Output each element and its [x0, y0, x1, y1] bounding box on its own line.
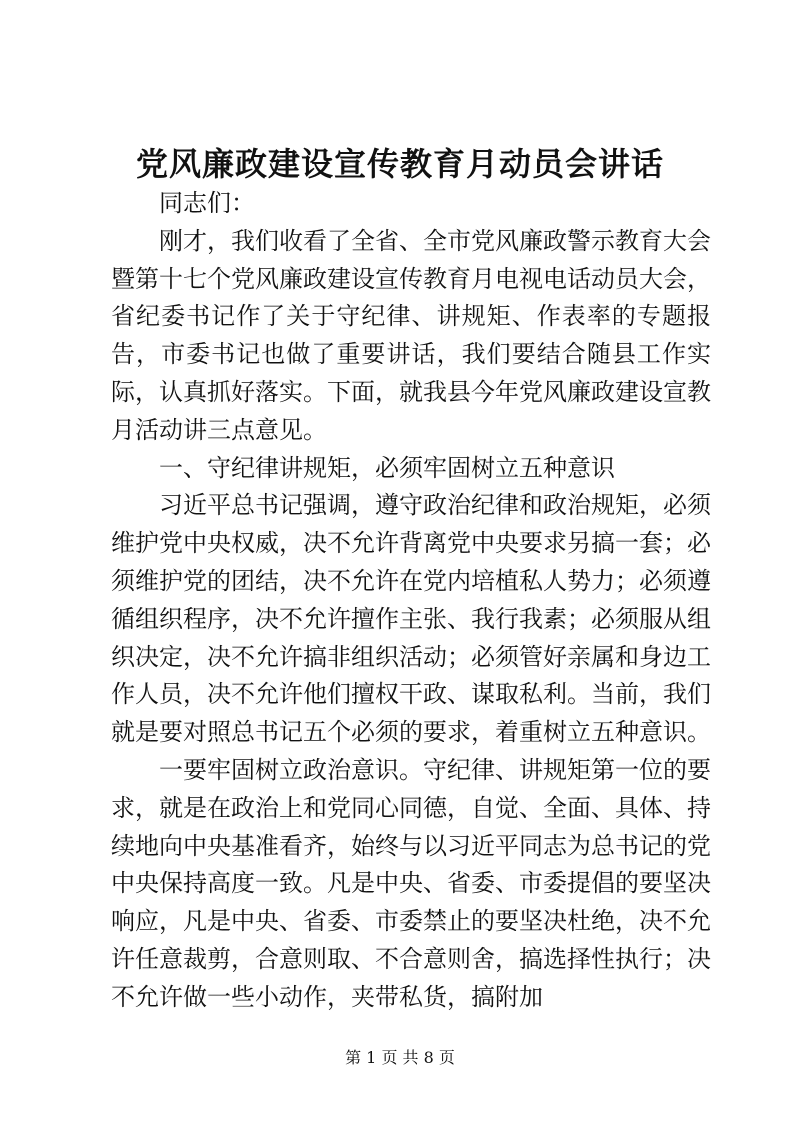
paragraph-political-awareness: 一要牢固树立政治意识。守纪律、讲规矩第一位的要求，就是在政治上和党同心同德，自觉、全面、具体、持续地向中央基准看齐，始终与以习近平同志为总书记的党中央保持高度一致。凡是中央、省委、市委提倡的要坚决响应，凡是中央、省委、市委禁止的要坚决杜绝，决不允许任意裁剪，合意则取、不合意则舍，搞选择性执行；决不允许做一些小动作，夹带私货，搞附加: [111, 755, 711, 1011]
page-footer: 第 1 页 共 8 页: [345, 1048, 455, 1067]
document-title: 党风廉政建设宣传教育月动员会讲话: [135, 145, 664, 183]
paragraph-salutation: 同志们：: [159, 189, 255, 217]
paragraph-five-musts: 习近平总书记强调，遵守政治纪律和政治规矩，必须维护党中央权威，决不允许背离党中央要求另搞一套；必须维护党的团结，决不允许在党内培植私人势力；必须遵循组织程序，决不允许擅作主张、我行我素；必须服从组织决定，决不允许搞非组织活动；必须管好亲属和身边工作人员，决不允许他们擅权干政、谋取私利。当前，我们就是要对照总书记五个必须的要求，着重树立五种意识。: [111, 491, 711, 747]
section-heading-1: 一、守纪律讲规矩，必须牢固树立五种意识: [159, 453, 615, 482]
document-body: [111, 185, 711, 1017]
paragraph-intro: 刚才，我们收看了全省、全市党风廉政警示教育大会暨第十七个党风廉政建设宣传教育月电视电话动员大会，省纪委书记作了关于守纪律、讲规矩、作表率的专题报告，市委书记也做了重要讲话，我们要结合随县工作实际，认真抓好落实。下面，就我县今年党风廉政建设宣教月活动讲三点意见。: [111, 226, 711, 444]
